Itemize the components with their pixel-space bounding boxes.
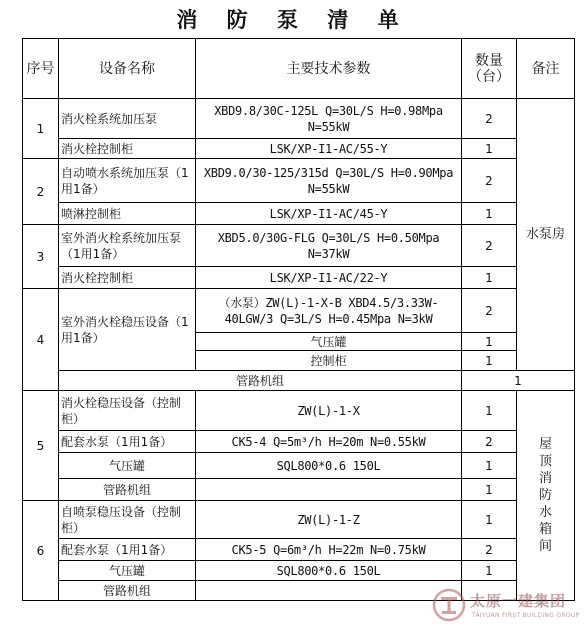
tech-params: LSK/XP-I1-AC/45-Y (196, 203, 462, 225)
row-index: 1 (23, 99, 59, 159)
tech-params: LSK/XP-I1-AC/55-Y (196, 139, 462, 159)
equipment-name: 喷淋控制柜 (59, 203, 196, 225)
quantity: 2 (462, 289, 517, 333)
quantity: 1 (462, 391, 517, 431)
table-row (23, 203, 575, 225)
tech-params: 控制柜 (196, 351, 462, 371)
quantity: 1 (462, 371, 575, 391)
row-index: 4 (23, 289, 59, 391)
tech-params: LSK/XP-I1-AC/22-Y (196, 267, 462, 289)
table-row (23, 479, 575, 501)
quantity: 2 (462, 159, 517, 203)
table-row (23, 159, 575, 203)
quantity: 2 (462, 431, 517, 453)
table-row (23, 267, 575, 289)
equipment-name: 管路机组 (59, 581, 196, 601)
tech-params: SQL800*0.6 150L (196, 561, 462, 581)
equipment-name: 消火栓控制柜 (59, 139, 196, 159)
equipment-name: 配套水泵（1用1备） (59, 539, 196, 561)
equipment-name: 室外消火栓系统加压泵（1用1备） (59, 225, 196, 267)
company-logo-icon (432, 588, 466, 622)
quantity: 1 (462, 267, 517, 289)
note-pump-room: 水泵房 (517, 99, 575, 371)
table-row (23, 453, 575, 479)
table-row (23, 391, 575, 431)
equipment-name: 管路机组 (59, 479, 196, 501)
equipment-name: 气压罐 (59, 453, 196, 479)
tech-params (196, 479, 462, 501)
tech-params: CK5-4 Q=5m³/h H=20m N=0.55kW (196, 431, 462, 453)
quantity: 2 (462, 99, 517, 139)
table-row (23, 289, 575, 333)
header-row (23, 39, 575, 99)
table-row (23, 431, 575, 453)
note-roof-tank: 屋顶消防水箱间 (517, 391, 575, 601)
equipment-name: 消火栓控制柜 (59, 267, 196, 289)
header-note: 备注 (517, 39, 575, 99)
quantity: 1 (462, 203, 517, 225)
table-row (23, 371, 575, 391)
row-index: 2 (23, 159, 59, 225)
page-title: 消 防 泵 清 单 (176, 7, 410, 32)
tech-params: 气压罐 (196, 333, 462, 351)
quantity: 1 (462, 139, 517, 159)
tech-params: CK5-5 Q=6m³/h H=22m N=0.75kW (196, 539, 462, 561)
quantity: 2 (462, 225, 517, 267)
header-qty: 数量（台） (462, 39, 517, 99)
tech-params: 管路机组 (59, 371, 462, 391)
table-row (23, 561, 575, 581)
row-index: 3 (23, 225, 59, 289)
table-row (23, 501, 575, 539)
header-params: 主要技术参数 (196, 39, 462, 99)
watermark-subtext: TAIYUAN FIRST BUILDING GROUP (472, 612, 580, 619)
header-index: 序号 (23, 39, 59, 99)
tech-params: ZW(L)-1-Z (196, 501, 462, 539)
quantity: 1 (462, 453, 517, 479)
equipment-name: 消火栓系统加压泵 (59, 99, 196, 139)
table-row (23, 139, 575, 159)
tech-params (196, 581, 462, 601)
tech-params: ZW(L)-1-X (196, 391, 462, 431)
equipment-name: 自动喷水系统加压泵（1用1备） (59, 159, 196, 203)
equipment-name: 室外消火栓稳压设备（1用1备） (59, 289, 196, 371)
tech-params: SQL800*0.6 150L (196, 453, 462, 479)
tech-params: XBD9.0/30-125/315d Q=30L/S H=0.90Mpa N=55kW (196, 159, 462, 203)
tech-params: XBD5.0/30G-FLG Q=30L/S H=0.50Mpa N=37kW (196, 225, 462, 267)
row-index: 5 (23, 391, 59, 501)
tech-params: XBD9.8/30C-125L Q=30L/S H=0.98Mpa N=55kW (196, 99, 462, 139)
quantity: 1 (462, 351, 517, 371)
quantity: 1 (462, 333, 517, 351)
equipment-name: 配套水泵（1用1备） (59, 431, 196, 453)
watermark-text: 太原一建集团 (470, 592, 567, 610)
table-row (23, 99, 575, 139)
equipment-name: 气压罐 (59, 561, 196, 581)
company-watermark (432, 586, 582, 626)
row-index: 6 (23, 501, 59, 601)
tech-params: （水泵）ZW(L)-1-X-B XBD4.5/3.33W-40LGW/3 Q=3L/S H=0.45Mpa N=3kW (196, 289, 462, 333)
fire-pump-table (22, 38, 575, 601)
table-row (23, 539, 575, 561)
quantity: 1 (462, 501, 517, 539)
quantity: 2 (462, 539, 517, 561)
table-row (23, 225, 575, 267)
header-name: 设备名称 (59, 39, 196, 99)
quantity: 1 (462, 561, 517, 581)
equipment-name: 自喷泵稳压设备（控制柜） (59, 501, 196, 539)
quantity: 1 (462, 479, 517, 501)
equipment-name: 消火栓稳压设备（控制柜） (59, 391, 196, 431)
